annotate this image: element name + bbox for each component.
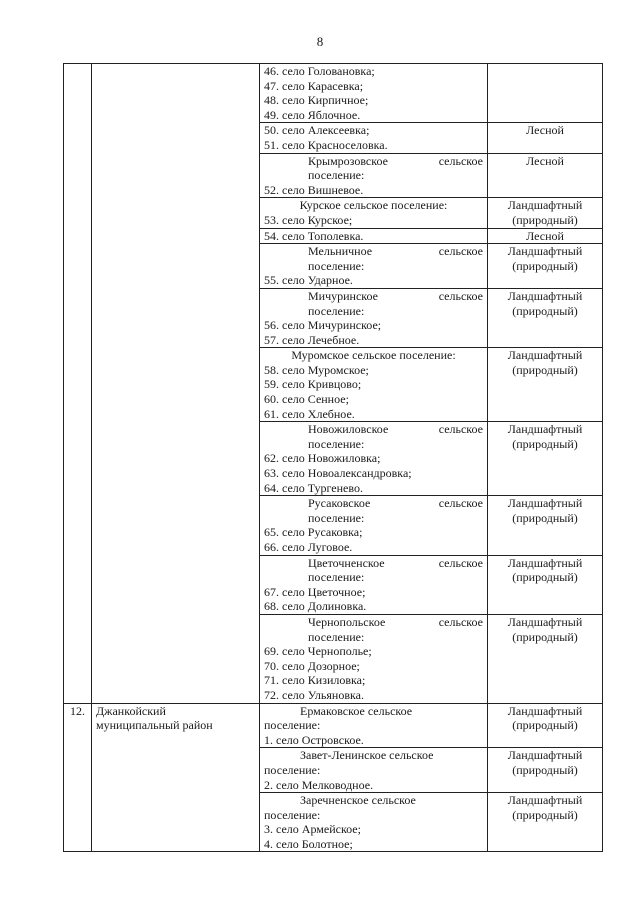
type-label: (природный) xyxy=(512,362,578,377)
type-cell xyxy=(488,198,603,228)
settlement-heading: поселение: xyxy=(264,807,321,822)
type-cell xyxy=(488,288,603,347)
settlement-cell xyxy=(260,198,488,228)
type-label: (природный) xyxy=(512,570,578,585)
village-item: 57. село Лечебное. xyxy=(264,332,360,347)
type-label: Лесной xyxy=(526,123,564,138)
settlement-heading: поселение: xyxy=(308,168,365,183)
settlement-heading: поселение: xyxy=(308,303,365,318)
type-label: (природный) xyxy=(512,510,578,525)
village-item: 60. село Сенное; xyxy=(264,392,349,407)
settlement-heading: поселение: xyxy=(308,629,365,644)
settlement-heading: Завет-Ленинское сельское xyxy=(300,748,434,763)
type-label: (природный) xyxy=(512,762,578,777)
type-cell xyxy=(488,422,603,496)
district-name: муниципальный район xyxy=(96,718,213,733)
settlement-cell xyxy=(260,244,488,289)
village-item: 71. село Кизиловка; xyxy=(264,673,366,688)
village-item: 51. село Красноселовка. xyxy=(264,137,388,152)
settlement-cell xyxy=(260,703,488,748)
settlement-cell xyxy=(260,496,488,555)
village-item: 50. село Алексеевка; xyxy=(264,123,370,138)
settlement-heading: поселение: xyxy=(308,258,365,273)
type-label: (природный) xyxy=(512,718,578,733)
settlement-cell xyxy=(260,153,488,198)
type-label: (природный) xyxy=(512,212,578,227)
type-label: Лесной xyxy=(526,153,564,168)
village-item: 4. село Болотное; xyxy=(264,836,353,851)
settlement-cell xyxy=(260,348,488,422)
district-cell xyxy=(92,64,260,704)
type-cell xyxy=(488,496,603,555)
page-number: 8 xyxy=(316,34,324,49)
table-row xyxy=(64,64,603,123)
settlement-heading: Муромское сельское поселение: xyxy=(291,348,456,363)
type-cell xyxy=(488,348,603,422)
village-item: 65. село Русаковка; xyxy=(264,525,363,540)
settlement-heading: Заречненское сельское xyxy=(300,793,416,808)
village-item: 56. село Мичуринское; xyxy=(264,318,382,333)
village-item: 2. село Мелководное. xyxy=(264,777,374,792)
settlement-cell xyxy=(260,793,488,852)
settlement-heading: Крымрозовское сельское xyxy=(308,153,483,168)
village-item: 49. село Яблочное. xyxy=(264,107,361,122)
village-item: 62. село Новожиловка; xyxy=(264,451,381,466)
village-item: 54. село Тополевка. xyxy=(264,228,364,243)
type-cell xyxy=(488,228,603,244)
village-item: 70. село Дозорное; xyxy=(264,658,360,673)
type-label: (природный) xyxy=(512,436,578,451)
row-number-cell xyxy=(64,64,92,704)
village-item: 67. село Цветочное; xyxy=(264,584,366,599)
village-item: 3. село Армейское; xyxy=(264,822,361,837)
settlement-heading: поселение: xyxy=(264,762,321,777)
village-item: 61. село Хлебное. xyxy=(264,406,355,421)
type-cell xyxy=(488,748,603,793)
type-label: Ландшафтный xyxy=(507,198,583,213)
village-item: 72. село Ульяновка. xyxy=(264,687,364,702)
type-label: Ландшафтный xyxy=(507,288,583,303)
village-item: 59. село Кривцово; xyxy=(264,377,362,392)
settlement-cell xyxy=(260,64,488,123)
settlement-heading: Ермаковское сельское xyxy=(300,703,413,718)
table-row xyxy=(64,703,603,748)
settlement-heading: поселение: xyxy=(308,510,365,525)
type-cell xyxy=(488,244,603,289)
type-label: (природный) xyxy=(512,629,578,644)
type-cell xyxy=(488,153,603,198)
village-item: 55. село Ударное. xyxy=(264,273,353,288)
settlement-heading: Курское сельское поселение: xyxy=(299,198,448,213)
type-cell xyxy=(488,703,603,748)
type-label: Ландшафтный xyxy=(507,555,583,570)
settlement-heading: Чернопольское сельское xyxy=(308,614,483,629)
village-item: 58. село Муромское; xyxy=(264,362,369,377)
village-item: 1. село Островское. xyxy=(264,732,364,747)
type-label: Ландшафтный xyxy=(507,748,583,763)
type-label: Ландшафтный xyxy=(507,614,583,629)
settlement-heading: поселение: xyxy=(264,718,321,733)
settlement-cell xyxy=(260,288,488,347)
settlement-cell xyxy=(260,614,488,703)
district-cell xyxy=(92,703,260,852)
settlement-heading: Русаковское сельское xyxy=(308,496,483,511)
village-item: 68. село Долиновка. xyxy=(264,599,367,614)
village-item: 46. село Головановка; xyxy=(264,64,375,78)
type-label: (природный) xyxy=(512,303,578,318)
type-label: (природный) xyxy=(512,258,578,273)
type-cell xyxy=(488,793,603,852)
type-label: (природный) xyxy=(512,807,578,822)
village-item: 66. село Луговое. xyxy=(264,540,353,554)
village-item: 47. село Карасевка; xyxy=(264,78,364,93)
settlement-cell xyxy=(260,555,488,614)
row-number-cell: 12. xyxy=(64,703,92,852)
settlement-cell xyxy=(260,422,488,496)
type-cell xyxy=(488,614,603,703)
settlement-heading: Мичуринское сельское xyxy=(308,288,483,303)
village-item: 48. село Кирпичное; xyxy=(264,93,369,108)
village-item: 69. село Чернополье; xyxy=(264,644,372,659)
village-item: 53. село Курское; xyxy=(264,212,353,227)
type-cell xyxy=(488,123,603,153)
type-label: Ландшафтный xyxy=(507,793,583,808)
settlement-heading: Новожиловское сельское xyxy=(308,422,483,437)
district-name: Джанкойский xyxy=(96,703,166,718)
table-body xyxy=(64,64,603,852)
village-item: 64. село Тургенево. xyxy=(264,480,363,495)
type-label: Ландшафтный xyxy=(507,348,583,363)
type-cell xyxy=(488,64,603,123)
settlement-heading: поселение: xyxy=(308,570,365,585)
settlement-heading: поселение: xyxy=(308,436,365,451)
type-label: Лесной xyxy=(526,228,564,243)
village-item: 63. село Новоалександровка; xyxy=(264,466,412,481)
type-cell xyxy=(488,555,603,614)
settlement-heading: Мельничное сельское xyxy=(308,244,483,259)
settlement-cell xyxy=(260,748,488,793)
settlement-cell xyxy=(260,228,488,244)
type-label: Ландшафтный xyxy=(507,244,583,259)
type-label: Ландшафтный xyxy=(507,422,583,437)
type-label: Ландшафтный xyxy=(507,703,583,718)
settlement-heading: Цветочненское сельское xyxy=(308,555,483,570)
type-label: Ландшафтный xyxy=(507,496,583,511)
village-item: 52. село Вишневое. xyxy=(264,182,364,197)
settlement-cell xyxy=(260,123,488,153)
settlements-table xyxy=(63,63,603,852)
